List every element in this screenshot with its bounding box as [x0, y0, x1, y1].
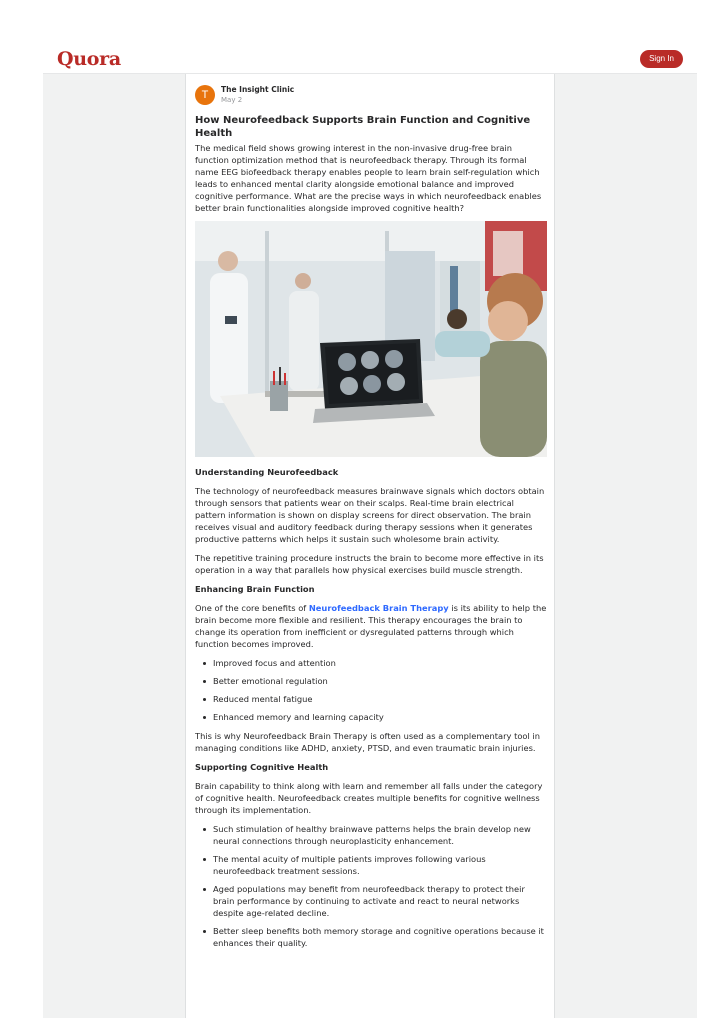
sign-in-button[interactable]: Sign In — [640, 50, 683, 68]
list-item: Reduced mental fatigue — [195, 693, 547, 705]
section-heading-supporting: Supporting Cognitive Health — [195, 762, 329, 772]
section2-paragraph-2: This is why Neurofeedback Brain Therapy is often used as a complementary tool in managing conditions like ADHD, anxiety, PTSD, and even traumatic brain injuries. — [195, 731, 540, 753]
list-item: Enhanced memory and learning capacity — [195, 711, 547, 723]
section2-paragraph-1 — [195, 602, 547, 650]
section2-text-before: One of the core benefits of — [195, 603, 309, 613]
intro-paragraph: The medical field shows growing interest in the non-invasive drug-free brain function optimization method that is neurofeedback therapy. Through its formal name EEG biofeedback therapy enables people to learn brain self-regulation which leads to enhanced mental clarity alongside emotional balance and improved cognitive performance. What are the precise ways in which neurofeedback enables better brain functionalities alongside improved cognitive health? — [195, 143, 542, 213]
cognitive-benefits-list — [195, 823, 547, 949]
post-column — [185, 74, 555, 1018]
section2-text-after: is its ability to help the brain become more flexible and resilient. This therapy encourages the brain to change its operation from inefficient or dysregulated patterns through which function becomes improved. — [195, 603, 547, 649]
post-date[interactable]: May 2 — [221, 96, 243, 104]
section-heading-understanding: Understanding Neurofeedback — [195, 467, 339, 477]
article-body — [195, 114, 547, 956]
post-title: How Neurofeedback Supports Brain Function and Cognitive Health — [195, 115, 531, 139]
quora-logo[interactable]: Quora — [57, 48, 121, 70]
section-heading-enhancing: Enhancing Brain Function — [195, 584, 315, 594]
neurofeedback-therapy-link[interactable]: Neurofeedback Brain Therapy — [308, 603, 449, 613]
clinic-photo — [195, 221, 547, 457]
section1-paragraph-1: The technology of neurofeedback measures brainwave signals which doctors obtain through sensors that patients wear on their scalps. Real-time brain electrical pattern information is shown on display screens for direct observation. The brain receives visual and auditory feedback during therapy sessions when it generates productive patterns which helps it sustain such wholesome brain activity. — [195, 486, 545, 544]
list-item: Better sleep benefits both memory storage and cognitive operations because it enhances their quality. — [195, 925, 547, 949]
section3-paragraph-1: Brain capability to think along with learn and remember all falls under the category of cognitive health. Neurofeedback creates multiple benefits for cognitive wellness through its implementation. — [195, 781, 543, 815]
clinic-photo-illustration — [195, 221, 547, 457]
list-item: Better emotional regulation — [195, 675, 547, 687]
list-item: The mental acuity of multiple patients improves following various neurofeedback treatment sessions. — [195, 853, 547, 877]
avatar[interactable]: T — [195, 85, 215, 105]
top-header — [43, 44, 697, 74]
author-name[interactable]: The Insight Clinic — [221, 85, 295, 94]
benefits-list — [195, 657, 547, 723]
list-item: Such stimulation of healthy brainwave patterns helps the brain develop new neural connections through neuroplasticity enhancement. — [195, 823, 547, 847]
list-item: Aged populations may benefit from neurofeedback therapy to protect their brain performance by continuing to activate and react to neural networks despite age-related decline. — [195, 883, 547, 919]
section1-paragraph-2: The repetitive training procedure instructs the brain to become more effective in its operation in a way that parallels how physical exercises build muscle strength. — [195, 553, 544, 575]
list-item: Improved focus and attention — [195, 657, 547, 669]
